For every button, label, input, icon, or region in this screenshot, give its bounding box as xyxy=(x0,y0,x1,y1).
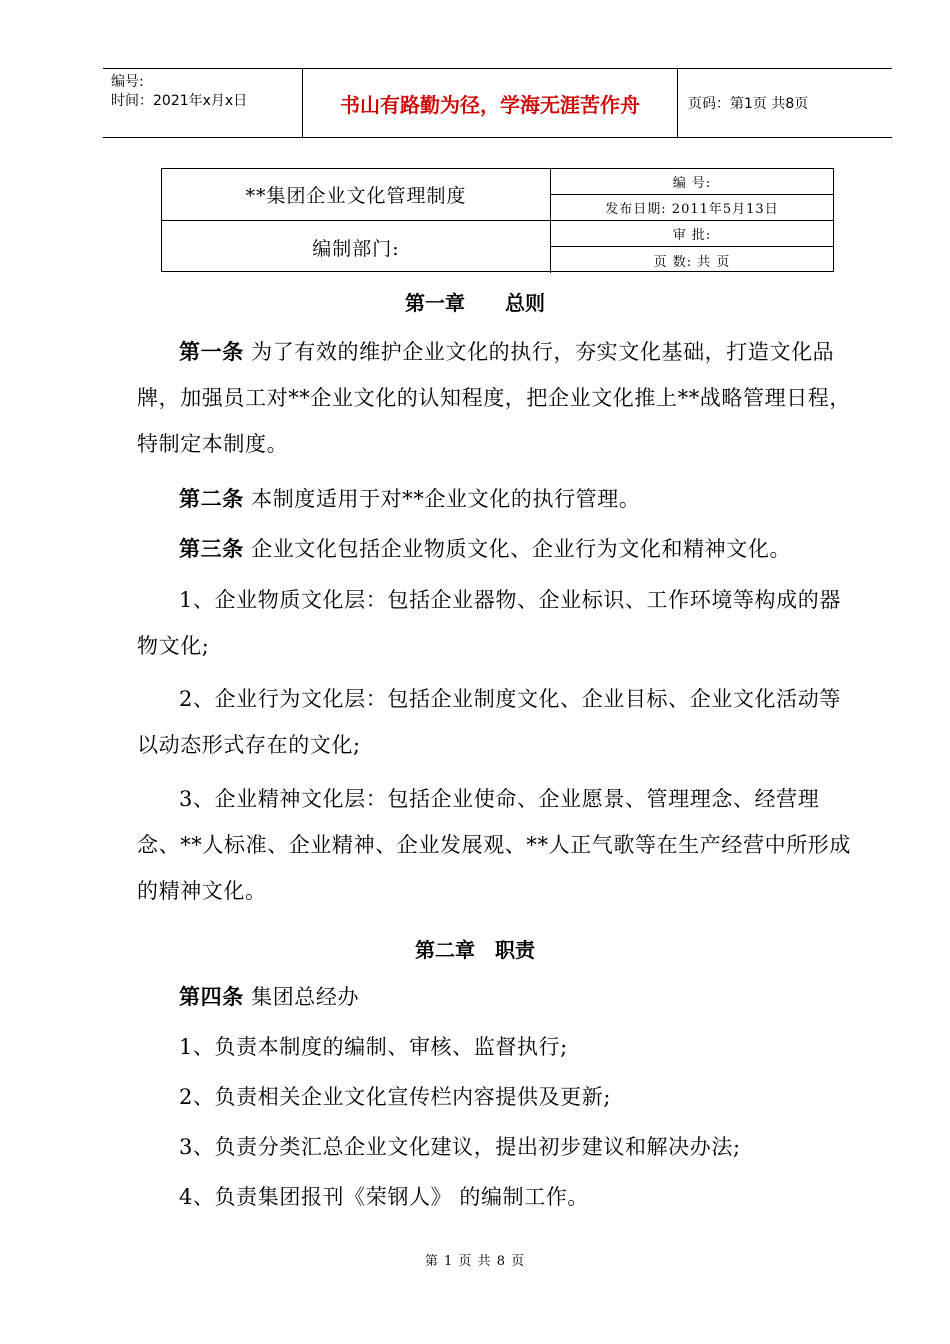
article-3-label: 第三条 xyxy=(179,536,244,561)
article-4-label: 第四条 xyxy=(179,984,244,1009)
article-4-item-2: 2、负责相关企业文化宣传栏内容提供及更新; xyxy=(179,1085,612,1109)
header-number-label: 编号: xyxy=(111,74,144,90)
article-2-text: 本制度适用于对**企业文化的执行管理。 xyxy=(243,487,641,511)
document-header xyxy=(103,68,892,138)
meta-dept-label: 编制部门: xyxy=(162,221,551,273)
meta-title: **集团企业文化管理制度 xyxy=(162,169,551,221)
article-1 xyxy=(137,329,857,467)
article-4 xyxy=(137,974,857,1020)
chapter2-title: 第二章 职责 xyxy=(415,938,535,962)
article-4-text: 集团总经办 xyxy=(243,985,360,1009)
document-meta-table xyxy=(161,168,834,272)
meta-date-label: 发布日期: 2011年5月13日 xyxy=(605,201,779,217)
header-info xyxy=(103,69,303,137)
article-3-item-2: 2、企业行为文化层：包括企业制度文化、企业目标、企业文化活动等以动态形式存在的文化; xyxy=(137,687,841,757)
header-time-label: 时间：2021年x月x日 xyxy=(111,93,248,109)
article-1-text: 为了有效的维护企业文化的执行，夯实文化基础，打造文化品牌，加强员工对**企业文化的认知程度，把企业文化推上**战略管理日程，特制定本制度。 xyxy=(137,340,851,456)
article-3-item-3: 3、企业精神文化层：包括企业使命、企业愿景、管理理念、经营理念、**人标准、企业精神、企业发展观、**人正气歌等在生产经营中所形成的精神文化。 xyxy=(137,787,851,903)
meta-right-top xyxy=(551,169,833,221)
header-motto: 书山有路勤为径，学海无涯苦作舟 xyxy=(303,69,678,137)
header-page-info: 页码：第1页 共8页 xyxy=(688,96,809,112)
article-4-item-4: 4、负责集团报刊《荣钢人》 的编制工作。 xyxy=(179,1185,590,1209)
article-3 xyxy=(137,526,857,572)
page-footer: 第 1 页 共 8 页 xyxy=(424,1254,526,1269)
meta-pages-label: 页 数: 共 页 xyxy=(653,254,731,270)
meta-right-bottom xyxy=(551,221,833,273)
article-3-text: 企业文化包括企业物质文化、企业行为文化和精神文化。 xyxy=(243,537,792,561)
article-1-label: 第一条 xyxy=(179,339,244,364)
article-4-item-1: 1、负责本制度的编制、审核、监督执行; xyxy=(179,1035,568,1059)
article-2 xyxy=(137,476,857,522)
article-4-item-3: 3、负责分类汇总企业文化建议，提出初步建议和解决办法; xyxy=(179,1135,741,1159)
chapter1-title: 第一章 总则 xyxy=(405,291,545,315)
meta-number-label: 编 号: xyxy=(551,169,833,195)
article-3-item-1: 1、企业物质文化层：包括企业器物、企业标识、工作环境等构成的器物文化; xyxy=(137,588,841,658)
article-2-label: 第二条 xyxy=(179,486,244,511)
meta-approve-label: 审 批: xyxy=(551,221,833,247)
